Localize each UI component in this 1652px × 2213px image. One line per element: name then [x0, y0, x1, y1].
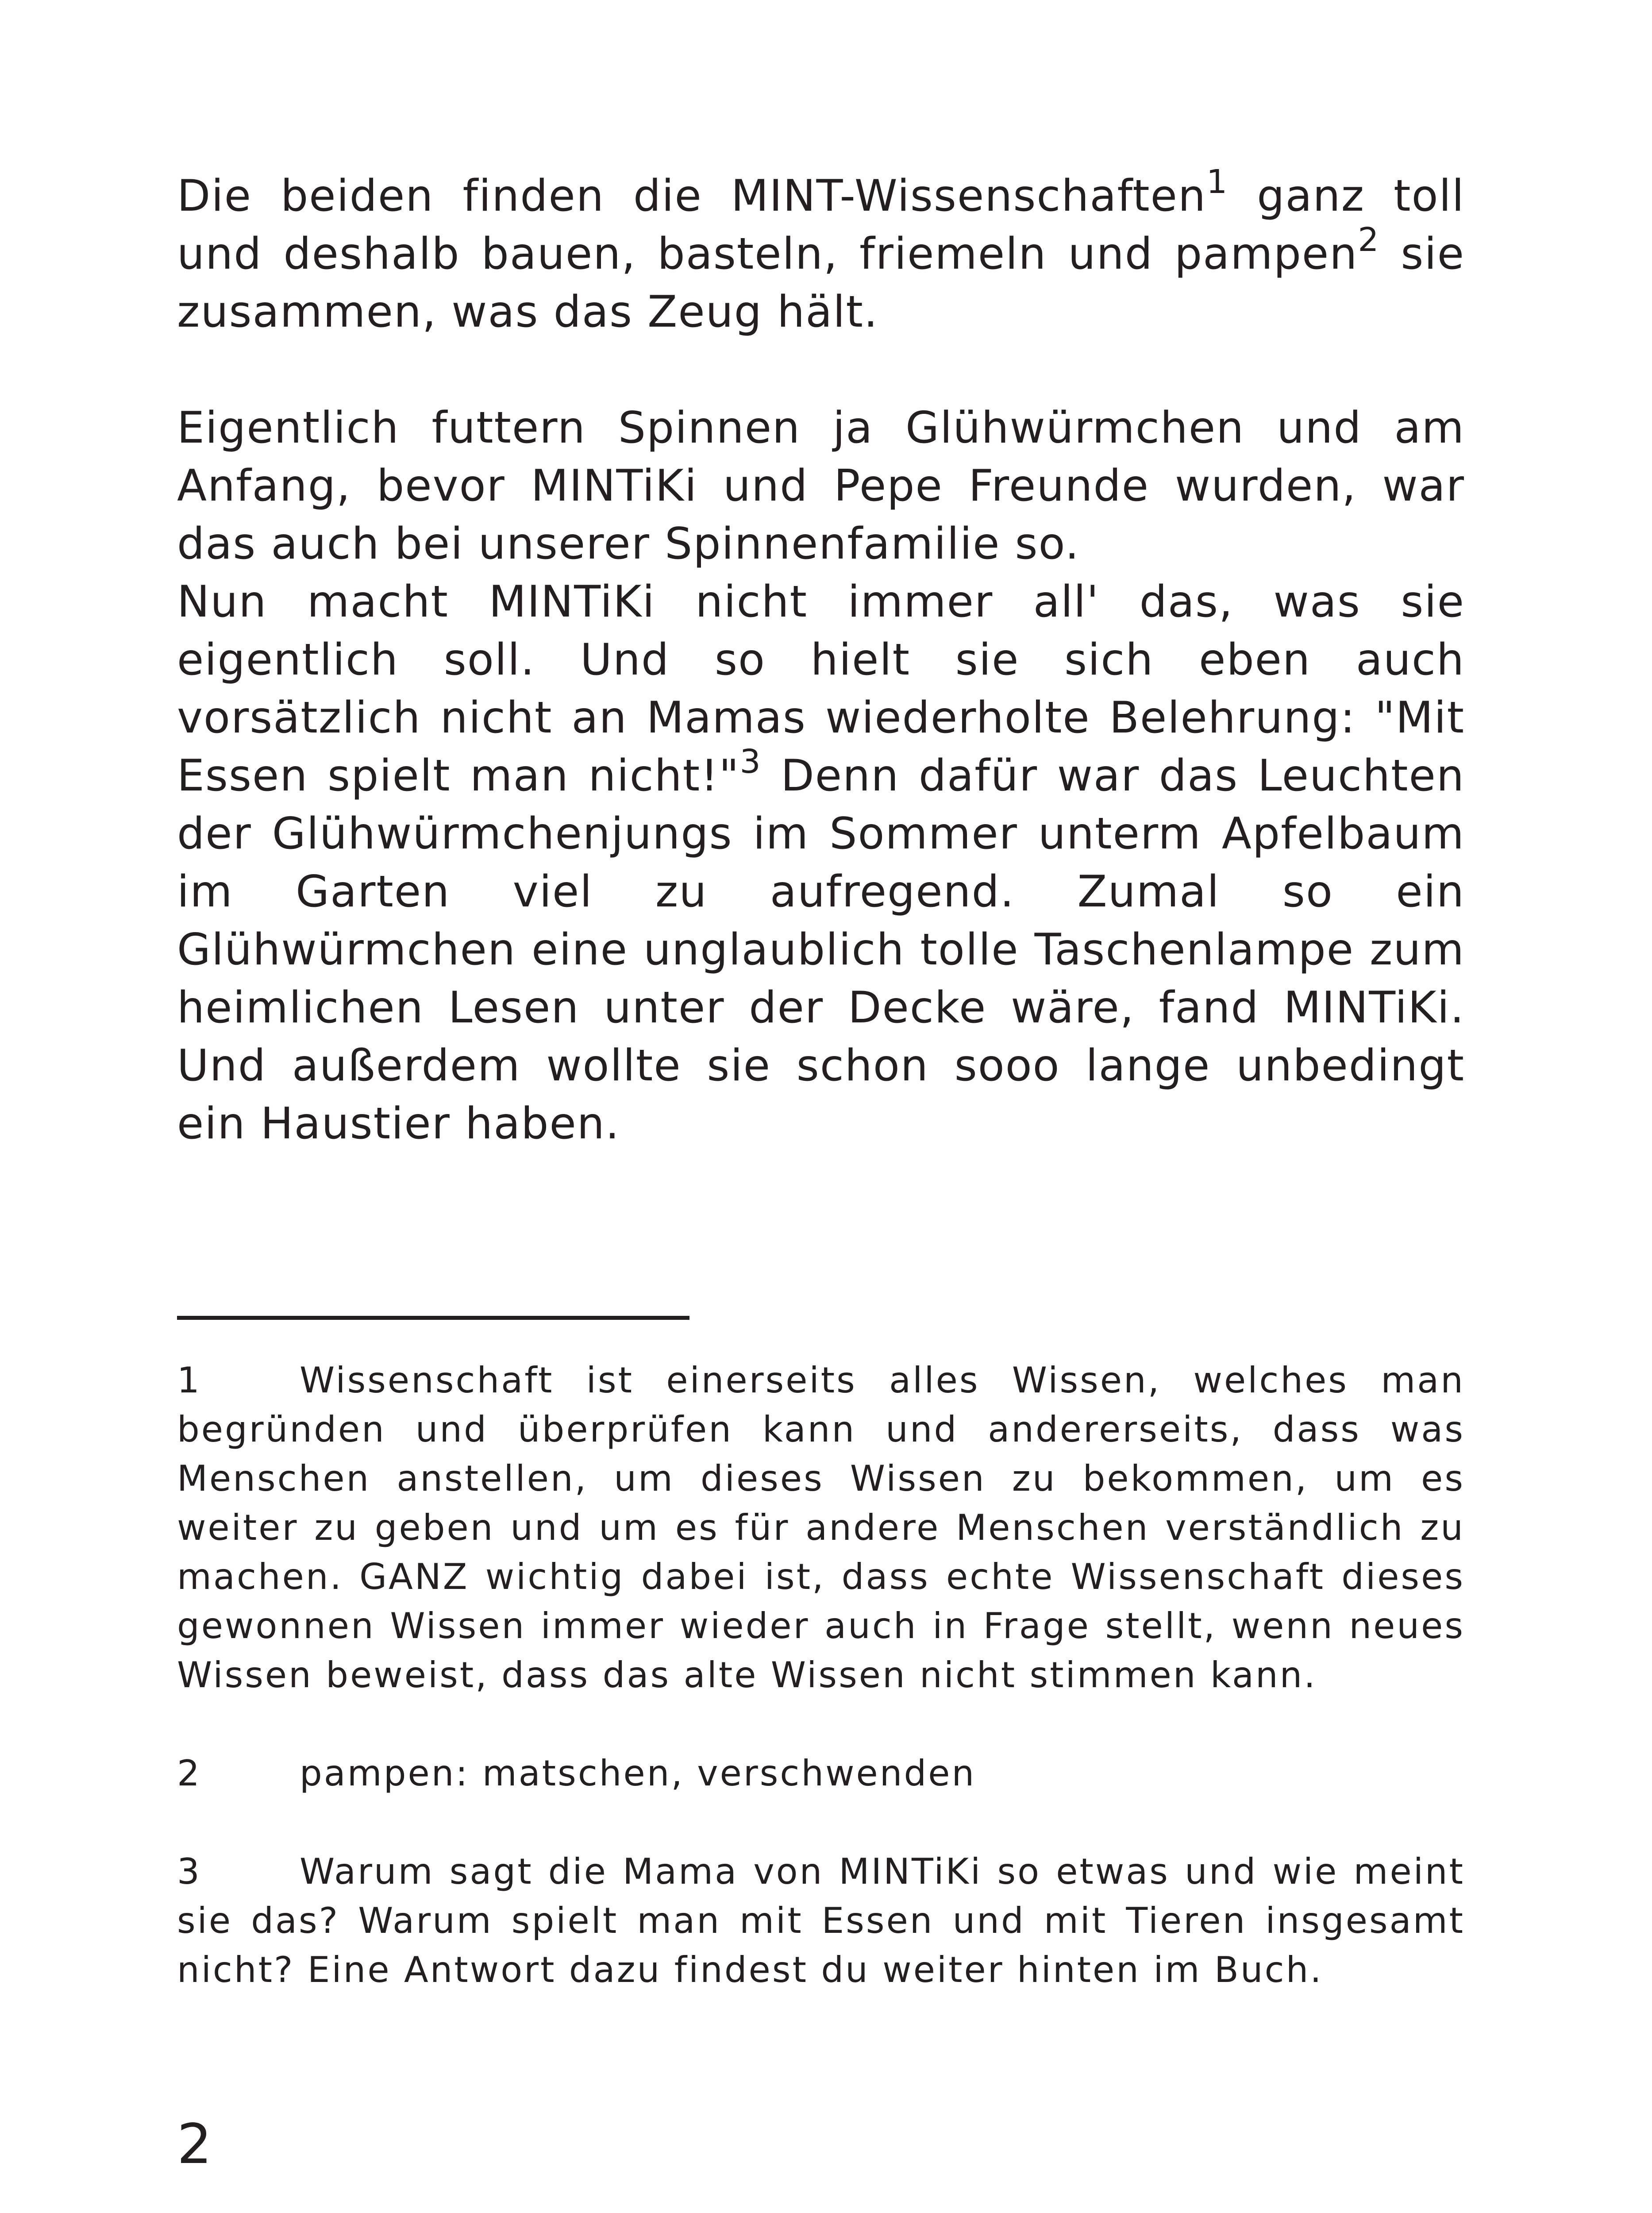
footnote-text: Warum sagt die Mama von MINTiKi so etwas und wie meint sie das? Warum spielt man mit Essen und mit Tieren insgesamt nicht? Eine Antwort dazu findest du weiter hinten im Buch.: [177, 1851, 1465, 1990]
footnote-text: Wissenschaft ist einerseits alles Wissen, welches man begründen und überprüfen kann und andererseits, dass was Menschen anstellen, um dieses Wissen zu bekommen, um es weiter zu geben und um es für andere Menschen verständlich zu machen. GANZ wichtig dabei ist, dass echte Wissenschaft dieses gewonnen Wissen immer wieder auch in Frage stellt, wenn neues Wissen beweist, dass das alte Wissen nicht stimmen kann.: [177, 1360, 1465, 1696]
footnote-separator: [177, 1316, 689, 1320]
paragraph-text: Denn dafür war das Leuchten der Glühwürmchenjungs im Sommer unterm Apfelbaum im Garten viel zu aufregend. Zumal so ein Glühwürmchen eine unglaublich tolle Taschenlampe zum heimlichen Lesen unter der Decke wäre, fand MINTiKi. Und außerdem wollte sie schon sooo lange unbedingt ein Haustier haben.: [177, 751, 1465, 1149]
footnotes: [177, 1356, 1465, 2043]
paragraph-text: Nun macht MINTiKi nicht immer all' das, was sie eigentlich soll. Und so hielt sie sich eben auch vorsätzlich nicht an Mamas wiederholte Belehrung: "Mit Essen spielt man nicht!": [177, 577, 1465, 801]
footnote-reference[interactable]: 1: [1206, 163, 1228, 201]
paragraph-3: [177, 573, 1465, 1153]
footnote-reference[interactable]: 3: [739, 743, 762, 781]
paragraph-text: Die beiden finden die MINT-Wissenschaften: [177, 171, 1207, 221]
main-text: [177, 163, 1465, 1153]
footnote-1: [177, 1356, 1465, 1700]
paragraph-2: Eigentlich futtern Spinnen ja Glühwürmchen und am Anfang, bevor MINTiKi und Pepe Freunde wurden, war das auch bei unserer Spinnenfamilie so.: [177, 403, 1465, 569]
footnote-number: 2: [177, 1753, 201, 1794]
page-number: 2: [177, 2113, 212, 2176]
paragraph-text: ganz toll und deshalb bauen, basteln, friemeln und pampen: [177, 171, 1465, 279]
footnote-2: [177, 1749, 1465, 1798]
paragraph-text: sie zusammen, was das Zeug hält.: [177, 229, 1465, 337]
paragraph-1: [177, 163, 1465, 341]
footnote-text: pampen: matschen, verschwenden: [300, 1753, 976, 1794]
footnote-3: [177, 1847, 1465, 1994]
footnote-number: 1: [177, 1360, 201, 1401]
footnote-number: 3: [177, 1851, 201, 1892]
footnote-reference[interactable]: 2: [1358, 221, 1380, 259]
